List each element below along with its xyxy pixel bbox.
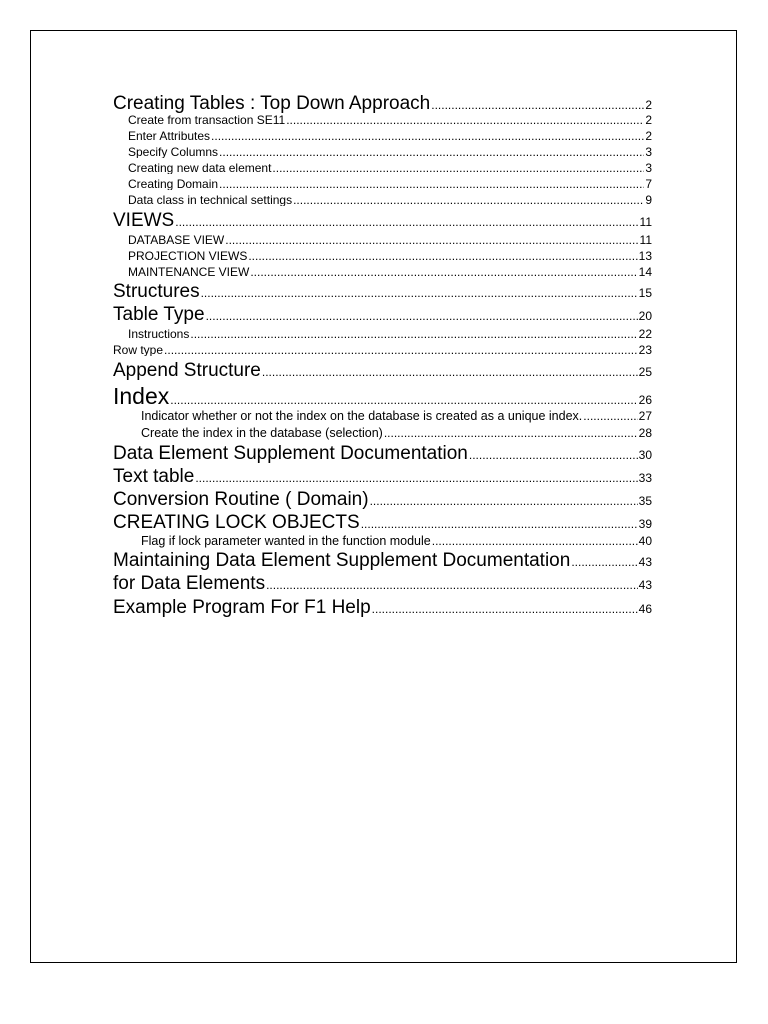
toc-entry-projection-views[interactable]	[128, 250, 652, 262]
toc-entry-data-class[interactable]	[128, 194, 652, 206]
toc-entry-page: 15	[638, 286, 652, 300]
toc-entry-title: Maintaining Data Element Supplement Documentation	[113, 551, 571, 570]
dot-leader	[206, 310, 638, 322]
toc-entry-page: 2	[645, 130, 652, 142]
toc-entry-page: 22	[638, 328, 652, 340]
toc-entry-page: 25	[638, 365, 652, 379]
dot-leader	[219, 178, 644, 190]
dot-leader	[583, 410, 637, 422]
toc-entry-title: Specify Columns	[128, 146, 219, 158]
toc-entry-page: 20	[638, 309, 652, 323]
toc-entry-title: Conversion Routine ( Domain)	[113, 490, 369, 509]
toc-entry-title: Index	[113, 385, 170, 408]
toc-entry-page: 3	[645, 162, 652, 174]
toc-entry-for-data-elements[interactable]	[113, 574, 652, 593]
toc-entry-page: 40	[638, 535, 652, 548]
dot-leader	[211, 130, 644, 142]
toc-entry-maintaining-data-element-supplement[interactable]	[113, 551, 652, 570]
dot-leader	[432, 535, 638, 547]
toc-entry-create-from-se11[interactable]	[128, 114, 652, 126]
dot-leader	[272, 162, 644, 174]
toc-entry-creating-domain[interactable]	[128, 178, 652, 190]
dot-leader	[266, 579, 638, 591]
toc-entry-title: DATABASE VIEW	[128, 234, 225, 246]
toc-entry-title: Create the index in the database (selection)	[141, 427, 383, 440]
toc-entry-row-type[interactable]	[113, 344, 652, 356]
dot-leader	[201, 287, 638, 299]
toc-entry-page: 2	[645, 114, 652, 126]
dot-leader	[248, 250, 637, 262]
toc-entry-page: 26	[638, 393, 652, 407]
toc-entry-page: 43	[638, 555, 652, 569]
toc-entry-lock-parameter-flag[interactable]	[141, 535, 652, 548]
toc-entry-title: Creating Domain	[128, 178, 219, 190]
toc-entry-page: 30	[638, 448, 652, 462]
toc-entry-title: Instructions	[128, 328, 190, 340]
toc-entry-specify-columns[interactable]	[128, 146, 652, 158]
toc-entry-index-unique-indicator[interactable]	[141, 410, 652, 423]
dot-leader	[195, 472, 637, 484]
dot-leader	[286, 114, 644, 126]
dot-leader	[370, 495, 638, 507]
toc-entry-title: Append Structure	[113, 361, 261, 380]
toc-entry-page: 23	[638, 344, 652, 356]
toc-entry-enter-attributes[interactable]	[128, 130, 652, 142]
toc-entry-title: MAINTENANCE VIEW	[128, 266, 250, 278]
toc-entry-views[interactable]	[113, 211, 652, 230]
toc-entry-create-index-in-db[interactable]	[141, 427, 652, 440]
dot-leader	[219, 146, 644, 158]
toc-entry-page: 13	[638, 250, 652, 262]
toc-entry-page: 27	[638, 410, 652, 423]
toc-entry-append-structure[interactable]	[113, 361, 652, 380]
toc-entry-title: Row type	[113, 344, 164, 356]
document-page	[30, 30, 737, 963]
toc-entry-data-element-supplement[interactable]	[113, 444, 652, 463]
dot-leader	[372, 603, 638, 615]
toc-entry-title: for Data Elements	[113, 574, 266, 593]
toc-entry-title: Data Element Supplement Documentation	[113, 444, 468, 463]
toc-entry-title: Example Program For F1 Help	[113, 598, 371, 617]
toc-entry-structures[interactable]	[113, 282, 652, 301]
dot-leader	[431, 99, 644, 111]
toc-entry-title: Creating new data element	[128, 162, 272, 174]
toc-entry-database-view[interactable]	[128, 234, 652, 246]
toc-entry-text-table[interactable]	[113, 467, 652, 486]
toc-entry-title: CREATING LOCK OBJECTS	[113, 513, 360, 532]
toc-entry-page: 46	[638, 602, 652, 616]
dot-leader	[175, 216, 638, 228]
toc-entry-title: Flag if lock parameter wanted in the function module	[141, 535, 431, 548]
toc-entry-page: 9	[645, 194, 652, 206]
toc-entry-page: 11	[639, 234, 652, 246]
dot-leader	[250, 266, 637, 278]
toc-entry-title: PROJECTION VIEWS	[128, 250, 248, 262]
toc-entry-creating-lock-objects[interactable]	[113, 513, 652, 532]
toc-entry-title: Creating Tables : Top Down Approach	[113, 94, 431, 113]
dot-leader	[469, 449, 638, 461]
toc-entry-page: 39	[638, 517, 652, 531]
toc-entry-page: 11	[639, 215, 652, 229]
toc-entry-page: 35	[638, 494, 652, 508]
dot-leader	[170, 394, 637, 406]
toc-entry-page: 28	[638, 427, 652, 440]
toc-entry-title: Indicator whether or not the index on the database is created as a unique index.	[141, 410, 583, 423]
toc-entry-title: Text table	[113, 467, 195, 486]
toc-entry-creating-tables[interactable]	[113, 94, 652, 113]
dot-leader	[225, 234, 638, 246]
toc-entry-creating-new-data-element[interactable]	[128, 162, 652, 174]
dot-leader	[293, 194, 644, 206]
toc-entry-page: 3	[645, 146, 652, 158]
dot-leader	[190, 328, 637, 340]
toc-entry-page: 14	[638, 266, 652, 278]
dot-leader	[361, 518, 638, 530]
toc-entry-maintenance-view[interactable]	[128, 266, 652, 278]
toc-entry-title: Table Type	[113, 305, 205, 324]
toc-entry-title: Create from transaction SE11	[128, 114, 286, 126]
toc-entry-page: 33	[638, 471, 652, 485]
toc-entry-page: 2	[645, 98, 652, 112]
toc-entry-instructions[interactable]	[128, 328, 652, 340]
dot-leader	[571, 556, 637, 568]
toc-entry-table-type[interactable]	[113, 305, 652, 324]
dot-leader	[164, 344, 638, 356]
dot-leader	[384, 427, 638, 439]
toc-entry-example-program-f1-help[interactable]	[113, 598, 652, 617]
toc-entry-title: Enter Attributes	[128, 130, 211, 142]
toc-entry-title: Data class in technical settings	[128, 194, 293, 206]
toc-entry-conversion-routine[interactable]	[113, 490, 652, 509]
toc-entry-title: Structures	[113, 282, 200, 301]
toc-entry-index[interactable]	[113, 385, 652, 408]
dot-leader	[262, 366, 638, 378]
toc-entry-page: 43	[638, 578, 652, 592]
toc-entry-page: 7	[645, 178, 652, 190]
table-of-contents	[31, 31, 736, 962]
toc-entry-title: VIEWS	[113, 211, 175, 230]
